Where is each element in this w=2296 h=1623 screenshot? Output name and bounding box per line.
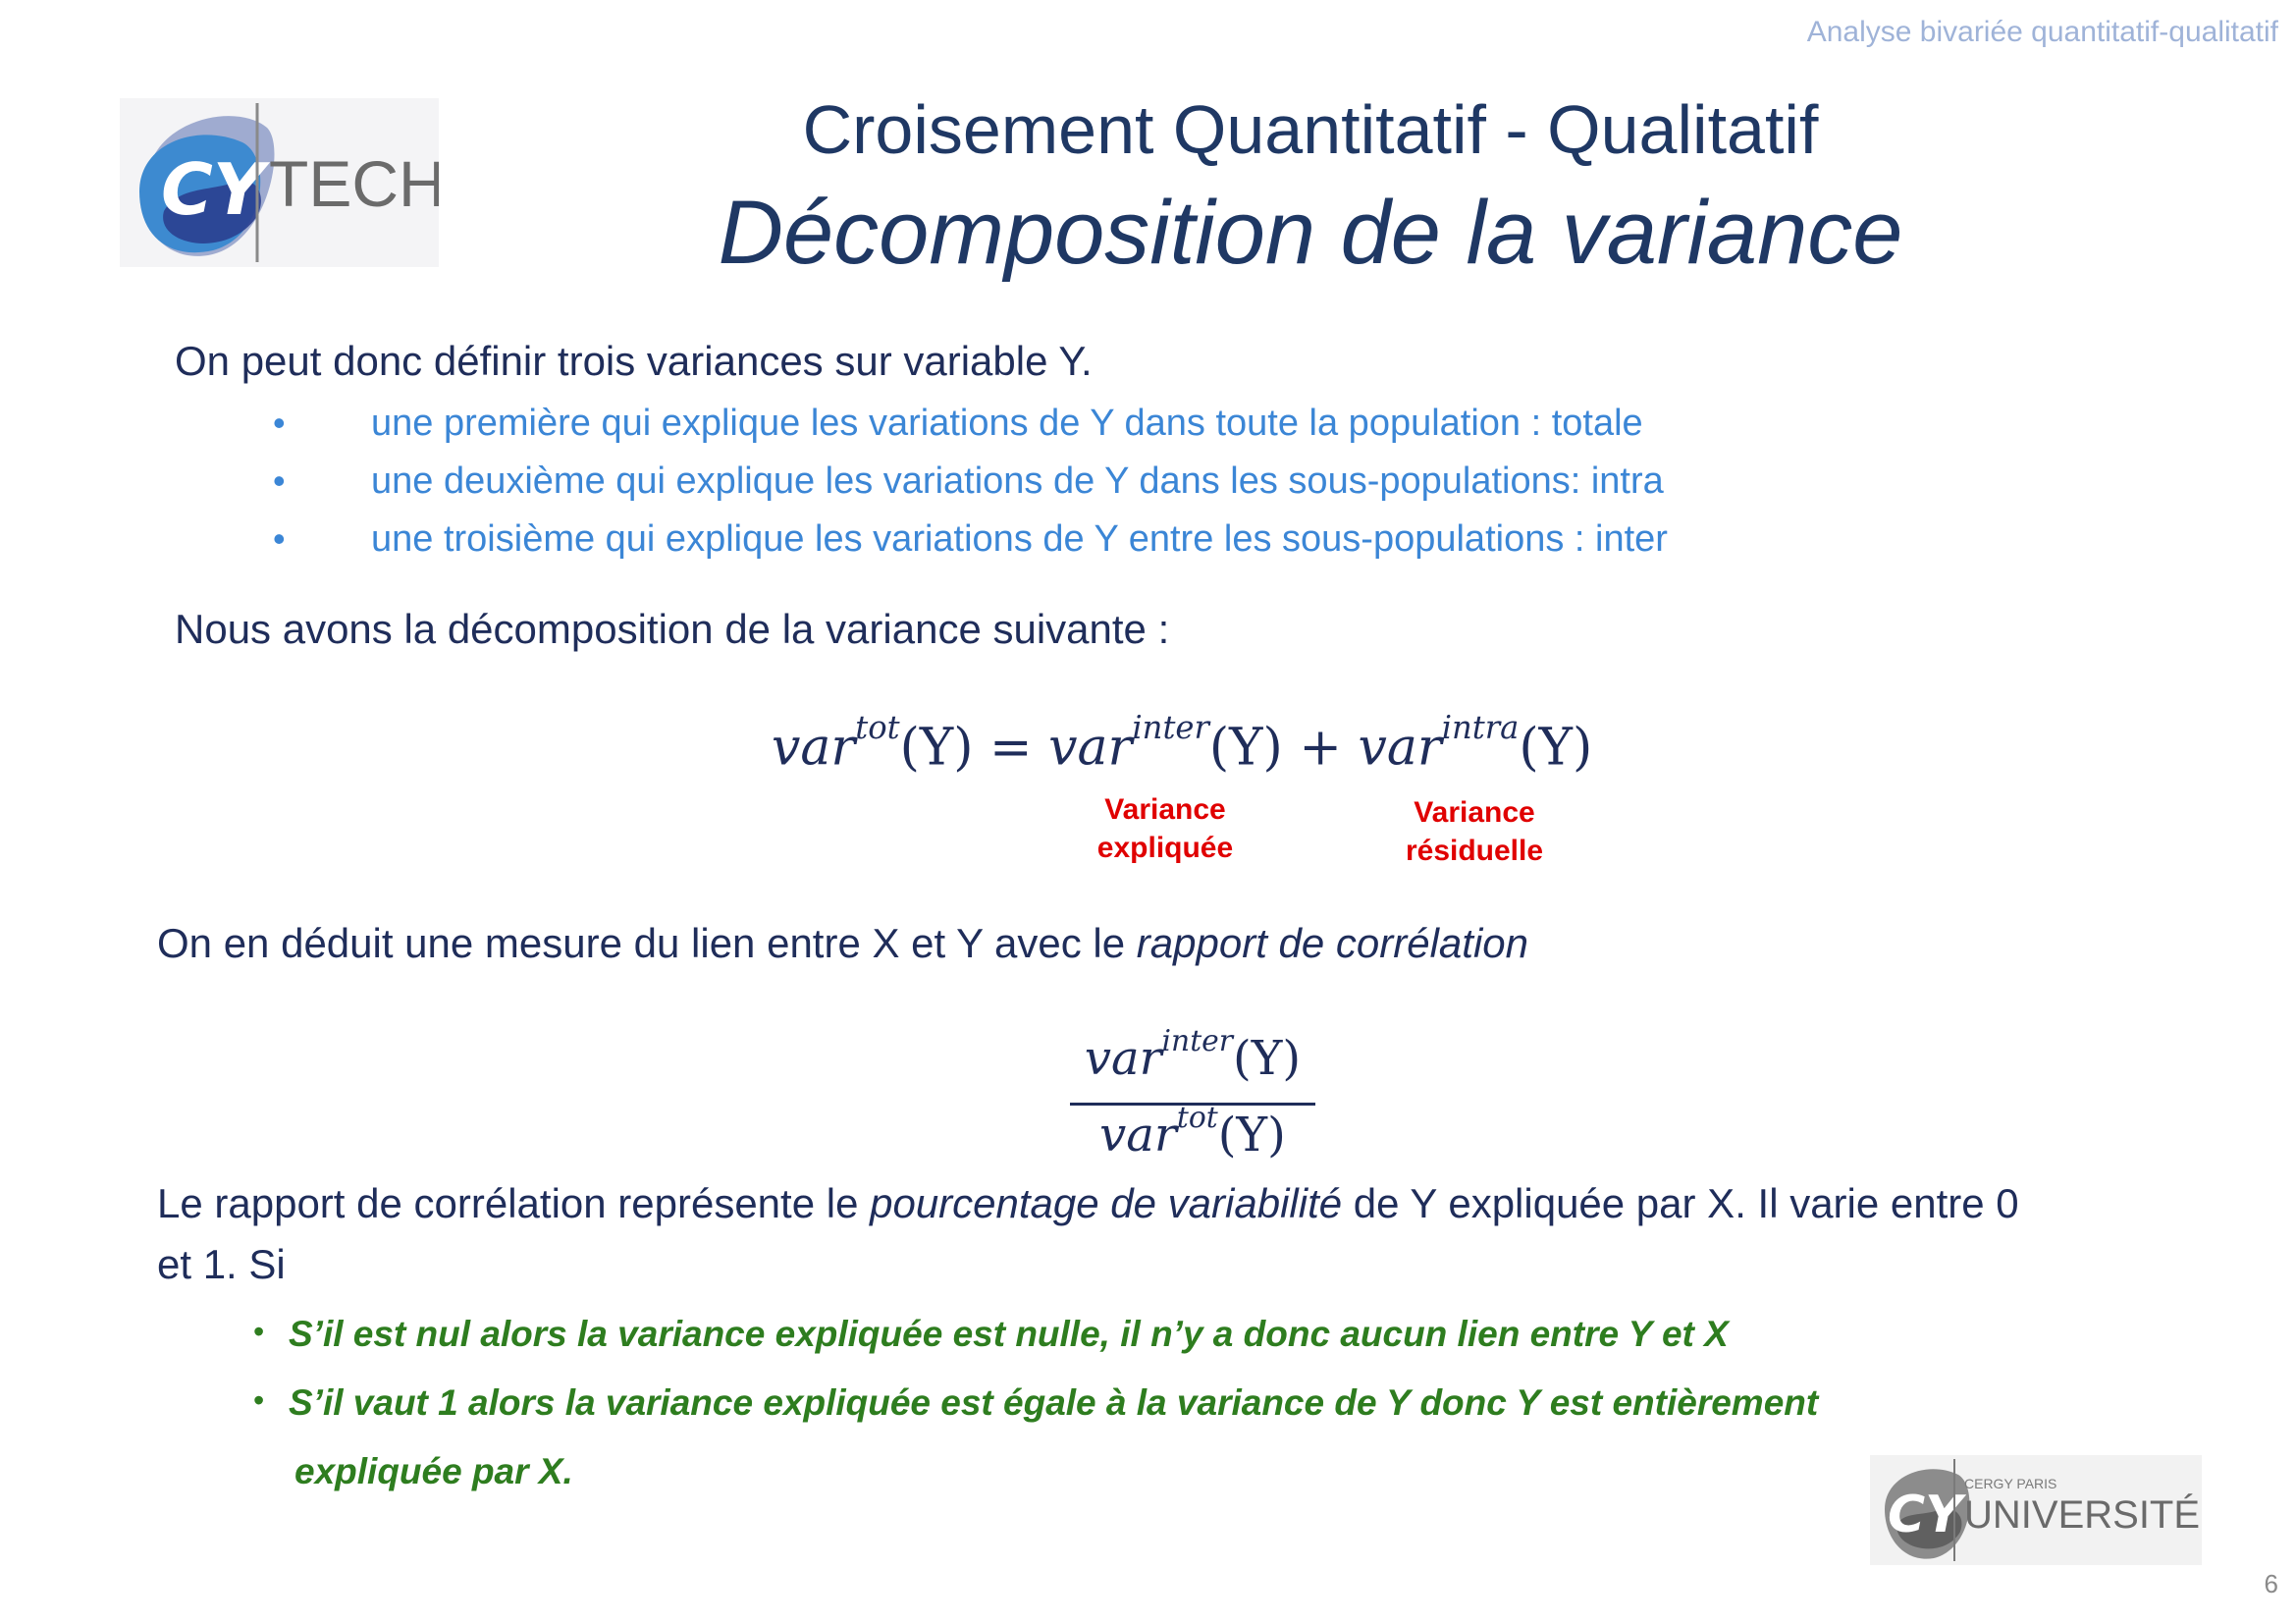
- explained-label-line2: expliquée: [1096, 832, 1234, 864]
- eq-var-intra: var: [1358, 718, 1442, 778]
- deduction-text: [157, 920, 1528, 967]
- ratio-numerator: [1070, 1023, 1315, 1086]
- variance-equation: [772, 708, 1593, 778]
- green-bullet-dot: •: [253, 1382, 265, 1418]
- bullet-item-inter: une troisième qui explique les variations de Y entre les sous-populations : inter: [371, 518, 1668, 560]
- eq-equals: =: [989, 718, 1033, 778]
- bullet-dot: •: [273, 403, 286, 443]
- ratio-den-var: var: [1099, 1108, 1177, 1163]
- cyu-cy-text: CY: [1888, 1486, 1962, 1544]
- intro-text: On peut donc définir trois variances sur variable Y.: [175, 338, 1093, 384]
- eq-var-inter: var: [1048, 718, 1133, 778]
- explanation-italic: pourcentage de variabilité: [870, 1180, 1343, 1226]
- bullet-item-intra: une deuxième qui explique les variations de Y dans les sous-populations: intra: [371, 460, 1664, 502]
- explanation-line2: et 1. Si: [157, 1241, 286, 1287]
- section-header: Analyse bivariée quantitatif-qualitatif: [1806, 16, 2278, 48]
- bullet-item-total: une première qui explique les variations de Y dans toute la population : totale: [371, 403, 1643, 444]
- bullet-dot: •: [273, 518, 286, 559]
- deduction-prefix: On en déduit une mesure du lien entre X et Y avec le: [157, 920, 1137, 966]
- eq-arg2: (Y): [1208, 718, 1283, 778]
- ratio-den-sup: tot: [1176, 1100, 1218, 1135]
- eq-plus: +: [1299, 718, 1342, 778]
- cytech-tech-text: TECH: [269, 147, 439, 220]
- deduction-italic: rapport de corrélation: [1136, 920, 1529, 966]
- page-number: 6: [2264, 1569, 2278, 1598]
- explained-variance-label: [1067, 790, 1263, 867]
- ratio-num-arg: (Y): [1233, 1031, 1302, 1086]
- decomposition-intro: Nous avons la décomposition de la variance suivante :: [175, 606, 1170, 652]
- explanation-suffix: de Y expliquée par X. Il varie entre 0: [1342, 1180, 2019, 1226]
- green-bullet-dot: •: [253, 1314, 265, 1349]
- ratio-den-arg: (Y): [1217, 1108, 1286, 1163]
- cyu-logo: [1870, 1455, 2202, 1565]
- green-bullet-null: S’il est nul alors la variance expliquée est nulle, il n’y a donc aucun lien entre Y et X: [289, 1314, 1729, 1354]
- eq-intra-sup: intra: [1441, 708, 1520, 746]
- explained-label-line1: Variance: [1104, 793, 1226, 826]
- explanation-line1: [157, 1180, 2019, 1227]
- green-bullet-one: S’il vaut 1 alors la variance expliquée est égale à la variance de Y donc Y est entièrement: [289, 1382, 1819, 1423]
- cyu-small-text: CERGY PARIS: [1964, 1476, 2057, 1491]
- slide-title: Croisement Quantitatif - Qualitatif: [802, 91, 1819, 168]
- explanation-prefix: Le rapport de corrélation représente le: [157, 1180, 871, 1226]
- eq-tot-sup: tot: [855, 708, 900, 746]
- eq-arg3: (Y): [1519, 718, 1593, 778]
- ratio-num-var: var: [1084, 1031, 1162, 1086]
- eq-arg1: (Y): [899, 718, 974, 778]
- ratio-num-sup: inter: [1161, 1023, 1233, 1058]
- slide-subtitle: Décomposition de la variance: [718, 183, 1903, 283]
- residual-label-line1: Variance: [1414, 796, 1535, 829]
- cytech-cy-text: CY: [161, 148, 264, 231]
- bullet-dot: •: [273, 460, 286, 501]
- eq-var-tot: var: [772, 718, 856, 778]
- cyu-big-text: UNIVERSITÉ: [1964, 1493, 2201, 1537]
- residual-variance-label: [1376, 793, 1573, 870]
- residual-label-line2: résiduelle: [1405, 835, 1544, 867]
- ratio-denominator: [1070, 1100, 1315, 1163]
- eq-inter-sup: inter: [1132, 708, 1209, 746]
- green-bullet-one-cont: expliquée par X.: [294, 1451, 573, 1491]
